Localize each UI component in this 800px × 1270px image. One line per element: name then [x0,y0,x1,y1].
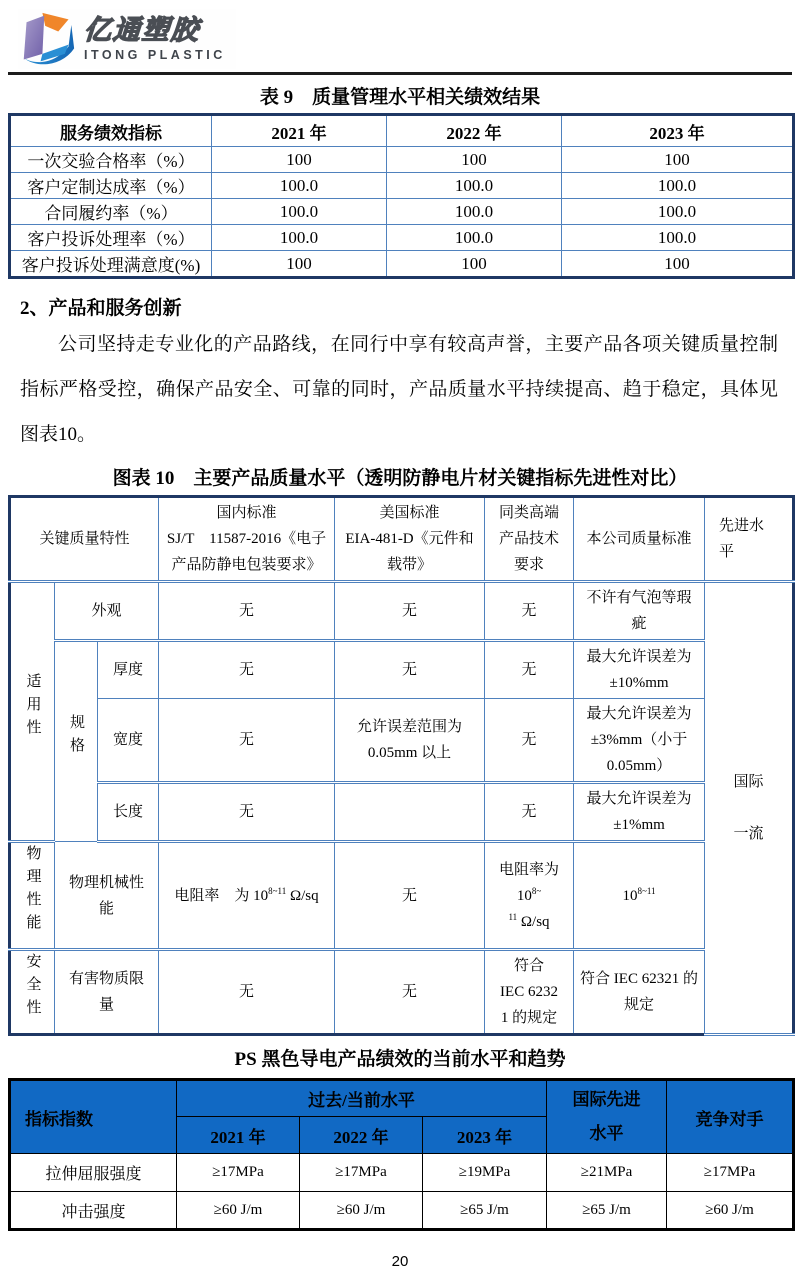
cell-value: 无 [485,699,574,783]
figure10-quality-comparison-table [8,495,795,1036]
cell-value: 100 [387,147,562,173]
table9-quality-performance [8,113,795,279]
cell-resistivity-domestic: 电阻率 为 $10^{8\sim 11}$ Ω/sq [159,842,335,950]
cell-value: 无 [335,950,485,1035]
logo-chinese-name: 亿通塑胶 [83,14,202,45]
header-domestic-standard [159,497,335,582]
ps-header-index: 指标指数 [10,1080,177,1154]
header-us-standard [335,497,485,582]
row-mechanical [10,842,794,950]
label-appearance: 外观 [55,582,159,641]
cell-value: ≥21MPa [547,1154,667,1192]
cell-iec-company: 符合 IEC 62321 的规定 [574,950,705,1035]
row-label: 冲击强度 [10,1192,177,1230]
cell-value: ≥17MPa [177,1154,300,1192]
cell-value: 100.0 [212,199,387,225]
row-label: 一次交验合格率（%） [10,147,212,173]
cell-value: 无 [335,582,485,641]
section-heading: 2、产品和服务创新 [20,298,182,319]
cell-value: 100.0 [562,173,794,199]
figure10-header-row [10,497,794,582]
cell-value: 无 [335,842,485,950]
cell-value [335,783,485,842]
cell-value: ≥17MPa [667,1154,794,1192]
company-logo-icon [20,11,76,67]
row-length [10,783,794,842]
cell-value: 100.0 [212,173,387,199]
cell-value: 100.0 [387,199,562,225]
header-advanced-level: 先进水平 [705,497,794,582]
group-physical: 物理性能 [10,842,55,950]
cell-value: 100 [387,251,562,278]
header-divider [8,72,792,75]
domestic-line3: 产品防静电包装要求》 [171,557,322,573]
table9-header-row [10,115,794,147]
ps-header-international: 国际先进水平 [547,1080,667,1154]
label-length: 长度 [98,783,159,842]
cell-value: 最大允许误差为±10%mm [574,641,705,699]
cell-value: 100 [212,147,387,173]
ps-header-competitor: 竞争对手 [667,1080,794,1154]
domestic-line1: 国内标准 [216,505,277,521]
row-label: 客户投诉处理率（%） [10,225,212,251]
ps-header-2023: 2023 年 [423,1117,547,1154]
row-width [10,699,794,783]
cell-value: ≥60 J/m [177,1192,300,1230]
cell-value: 允许误差范围为 0.05mm 以上 [335,699,485,783]
table9-header-indicator: 服务绩效指标 [10,115,212,147]
cell-value: 100.0 [387,173,562,199]
cell-value: 100.0 [562,199,794,225]
ps-header-2022: 2022 年 [300,1117,423,1154]
table-row [10,1192,794,1230]
cell-value: ≥60 J/m [300,1192,423,1230]
cell-value: 无 [485,783,574,842]
cell-value: 100 [562,147,794,173]
cell-value: 无 [159,699,335,783]
cell-value: ≥65 J/m [423,1192,547,1230]
table-row [10,1154,794,1192]
cell-resistivity-company: $10^{8\sim 11}$ [574,842,705,950]
cell-value: 无 [159,950,335,1035]
row-label: 合同履约率（%） [10,199,212,225]
row-label: 拉伸屈服强度 [10,1154,177,1192]
page-header [18,0,792,70]
logo-english-name: ITONG PLASTIC [84,48,226,63]
table-row [10,147,794,173]
table-row [10,173,794,199]
cell-value: 无 [159,641,335,699]
row-thickness [10,641,794,699]
ps-table-heading: PS 黑色导电产品绩效的当前水平和趋势 [234,1049,566,1070]
header-highend: 同类高端产品技术要求 [485,497,574,582]
row-hazard [10,950,794,1035]
cell-iec-highend: 符合 IEC 6232 1 的规定 [485,950,574,1035]
cell-value: ≥17MPa [300,1154,423,1192]
group-safety: 安全性 [10,950,55,1035]
ps-header-row1 [10,1080,794,1117]
cell-value: 无 [159,783,335,842]
label-thickness: 厚度 [98,641,159,699]
cell-value: 100.0 [387,225,562,251]
company-logo [18,9,236,69]
cell-resistivity-highend: 电阻率为 $10^{8\sim}$ $^{11}$ Ω/sq [485,842,574,950]
table-row [10,225,794,251]
logo-text [84,16,226,63]
ps-performance-table [8,1078,795,1231]
cell-value: ≥60 J/m [667,1192,794,1230]
group-applicability: 适用性 [10,582,55,842]
advanced-rating-line1: 国际 [733,774,764,790]
label-mechanical: 物理机械性能 [55,842,159,950]
header-company-standard: 本公司质量标准 [574,497,705,582]
section-paragraph: 公司坚持走专业化的产品路线，在同行中享有较高声誉，主要产品各项关键质量控制指标严格受控，确保产品安全、可靠的同时，产品质量水平持续提高、趋于稳定，具体见图表10。 [20,334,778,445]
us-line2: EIA-481-D《元件和 [345,531,474,547]
cell-value: 100 [212,251,387,278]
cell-value: 无 [335,641,485,699]
cell-value: 无 [485,582,574,641]
table9-caption: 表 9 质量管理水平相关绩效结果 [259,87,541,108]
header-feature: 关键质量特性 [10,497,159,582]
row-label: 客户投诉处理满意度(%) [10,251,212,278]
ps-header-2021: 2021 年 [177,1117,300,1154]
cell-value: 不许有气泡等瑕疵 [574,582,705,641]
cell-value: 最大允许误差为±3%mm（小于 0.05mm） [574,699,705,783]
advanced-rating-line2: 一流 [733,826,764,842]
row-appearance [10,582,794,641]
group-spec: 规格 [55,641,98,842]
label-hazard: 有害物质限量 [55,950,159,1035]
row-label: 客户定制达成率（%） [10,173,212,199]
cell-value: 无 [159,582,335,641]
figure10-caption: 图表 10 主要产品质量水平（透明防静电片材关键指标先进性对比） [112,468,688,489]
table9-header-2023: 2023 年 [562,115,794,147]
cell-value: 最大允许误差为±1%mm [574,783,705,842]
cell-value: 100.0 [212,225,387,251]
table-row [10,251,794,278]
table9-header-2022: 2022 年 [387,115,562,147]
table9-header-2021: 2021 年 [212,115,387,147]
cell-value: 100.0 [562,225,794,251]
us-line3: 载带》 [386,557,432,573]
cell-advanced-rating [705,582,794,1035]
label-width: 宽度 [98,699,159,783]
cell-value: 无 [485,641,574,699]
cell-value: ≥19MPa [423,1154,547,1192]
cell-value: ≥65 J/m [547,1192,667,1230]
domestic-line2: SJ/T 11587-2016《电子 [166,531,327,547]
ps-header-past-current: 过去/当前水平 [177,1080,547,1117]
cell-value: 100 [562,251,794,278]
page-number: 20 [391,1253,409,1270]
us-line1: 美国标准 [379,505,440,521]
table-row [10,199,794,225]
